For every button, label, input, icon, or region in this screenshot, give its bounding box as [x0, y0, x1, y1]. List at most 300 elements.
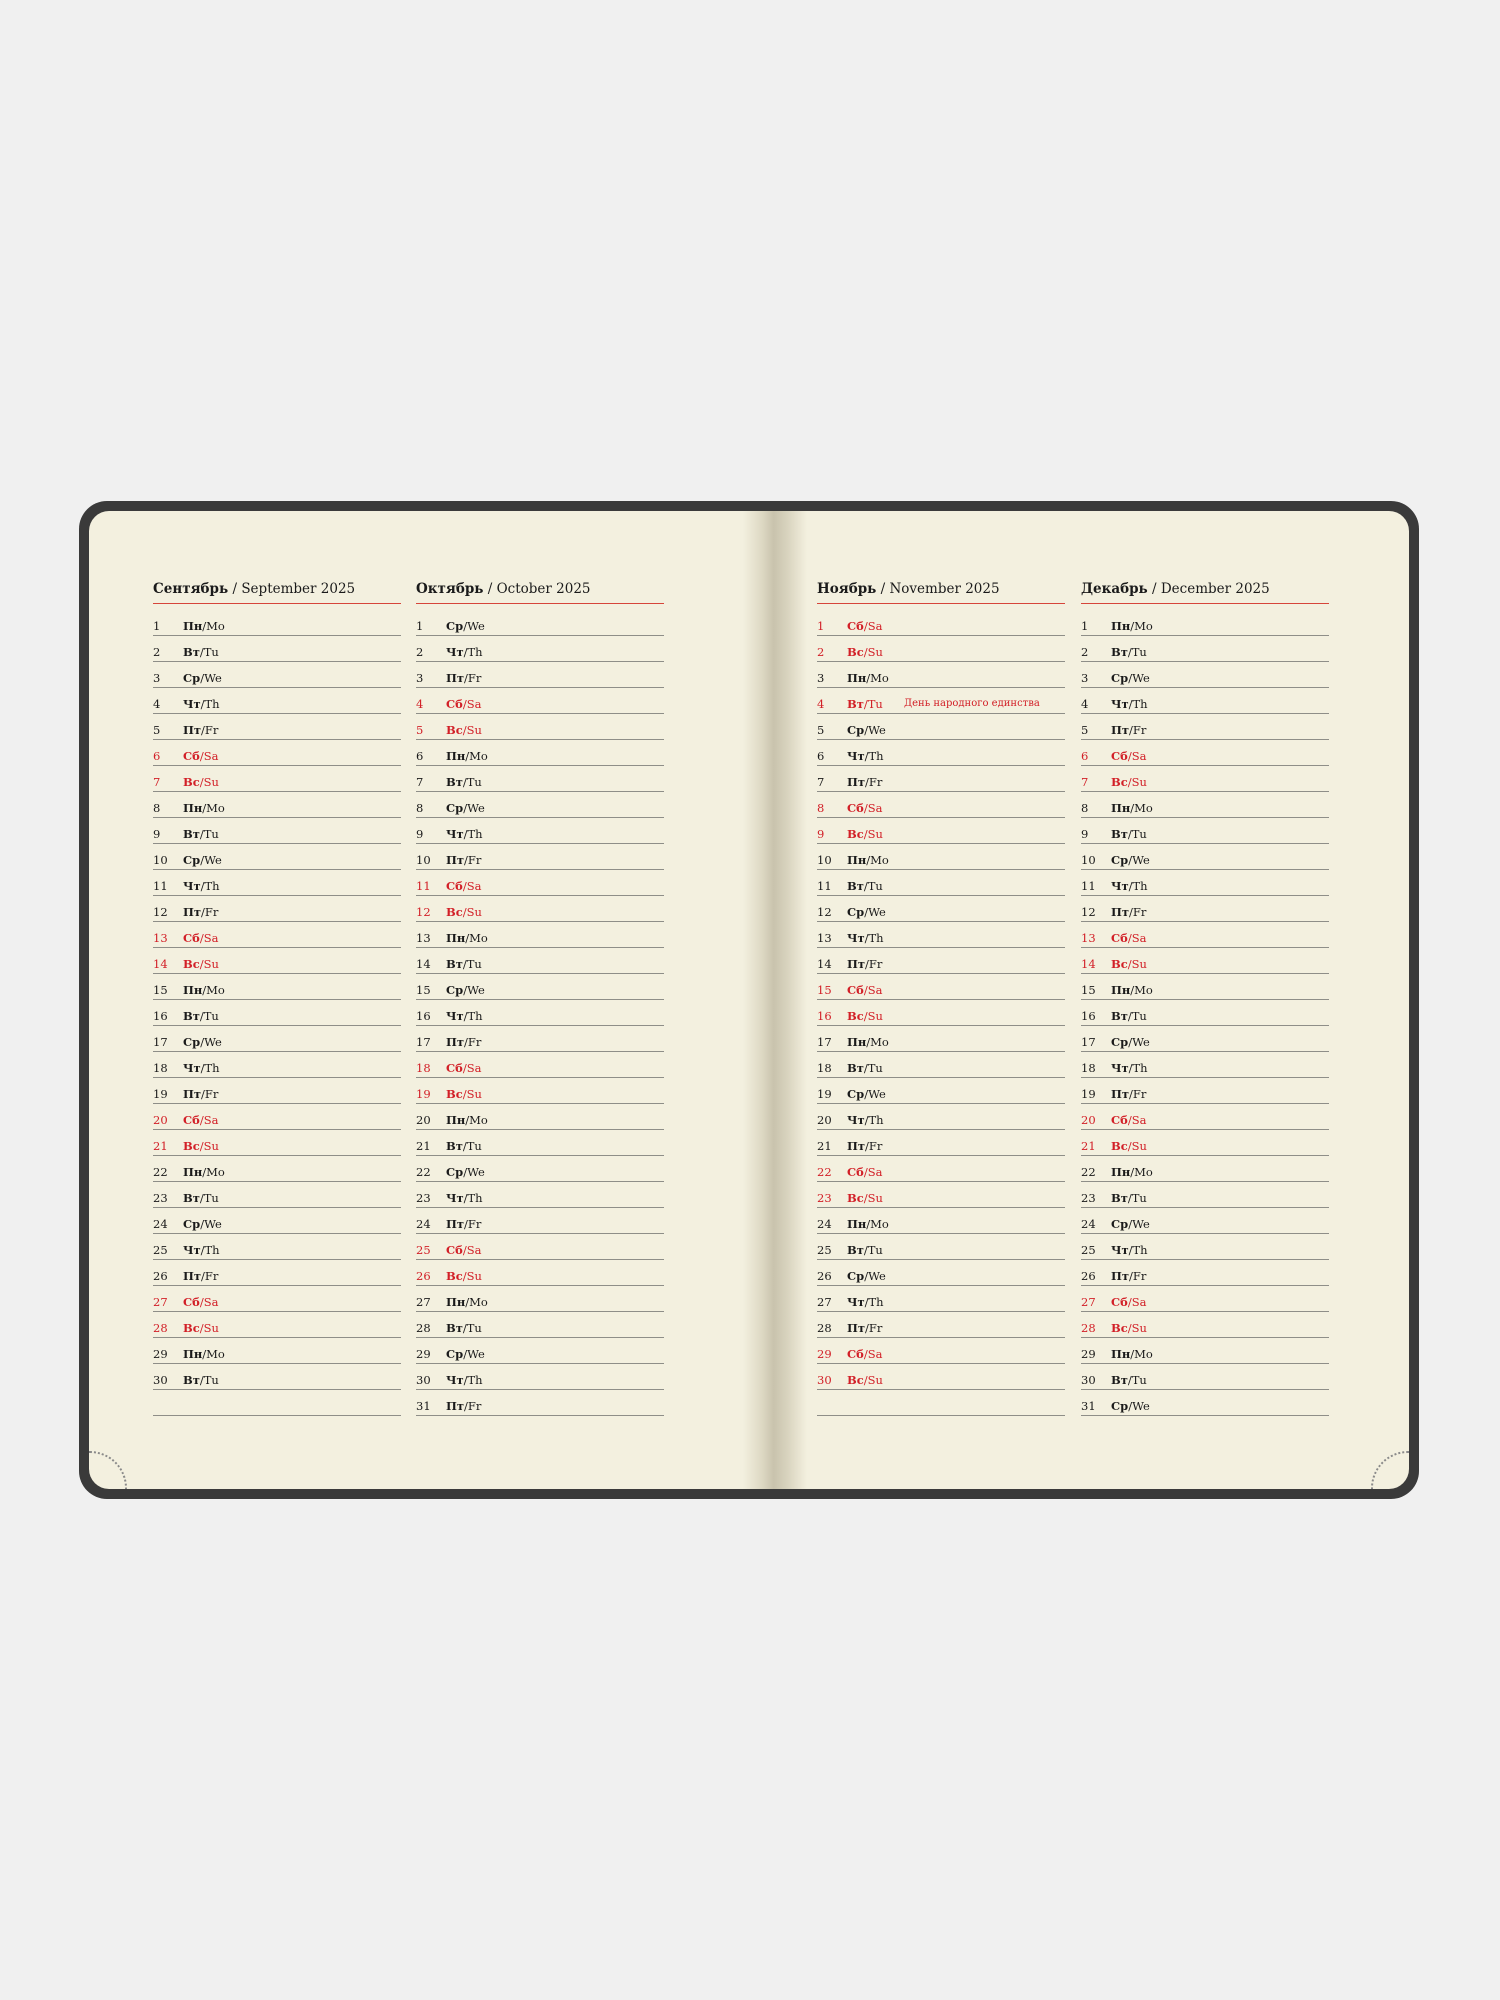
weekday-en: Mo	[870, 853, 889, 867]
weekday-en: Fr	[204, 723, 219, 737]
weekday-label: Вт/Tu	[847, 1243, 883, 1257]
weekday-ru: Пт	[847, 1321, 865, 1335]
weekday-ru: Вс	[446, 905, 463, 919]
weekday-en: Fr	[1132, 1269, 1147, 1283]
weekday-en: Fr	[1132, 723, 1147, 737]
weekday-en: Tu	[203, 827, 219, 841]
weekday-ru: Ср	[446, 801, 464, 815]
weekday-label: Вс/Su	[446, 1087, 482, 1101]
weekday-label: Ср/We	[446, 801, 485, 815]
day-number: 7	[817, 775, 825, 789]
weekday-en: Fr	[868, 775, 883, 789]
day-number: 25	[817, 1243, 832, 1257]
weekday-en: Sa	[867, 1347, 883, 1361]
day-row	[1081, 1000, 1329, 1026]
weekday-en: Su	[203, 1321, 219, 1335]
day-number: 15	[416, 983, 431, 997]
day-row	[153, 740, 401, 766]
day-number: 11	[416, 879, 431, 893]
weekday-en: We	[467, 1165, 485, 1179]
day-number: 1	[416, 619, 424, 633]
day-number: 6	[1081, 749, 1089, 763]
weekday-en: Th	[1132, 697, 1148, 711]
day-number: 15	[1081, 983, 1096, 997]
day-row	[153, 714, 401, 740]
weekday-label: Чт/Th	[183, 1243, 220, 1257]
day-row	[1081, 1078, 1329, 1104]
weekday-en: Tu	[466, 1321, 482, 1335]
month-october	[416, 581, 664, 1416]
day-row	[817, 792, 1065, 818]
weekday-en: We	[467, 619, 485, 633]
weekday-ru: Вс	[847, 827, 864, 841]
weekday-label: Сб/Sa	[446, 1061, 482, 1075]
weekday-label: Вт/Tu	[446, 957, 482, 971]
weekday-label: Пт/Fr	[847, 957, 883, 971]
weekday-en: Su	[203, 957, 219, 971]
day-row	[416, 948, 664, 974]
day-row	[1081, 1312, 1329, 1338]
month-header: Ноябрь / November 2025	[817, 581, 1065, 604]
day-number: 8	[817, 801, 825, 815]
weekday-label: Ср/We	[183, 1217, 222, 1231]
weekday-label: Вс/Su	[1111, 1139, 1147, 1153]
day-row	[817, 818, 1065, 844]
weekday-en: Su	[1131, 957, 1147, 971]
weekday-ru: Вс	[1111, 1321, 1128, 1335]
month-header: Октябрь / October 2025	[416, 581, 664, 604]
weekday-ru: Чт	[1111, 697, 1129, 711]
weekday-en: Th	[1132, 1243, 1148, 1257]
weekday-ru: Пт	[446, 1217, 464, 1231]
day-row	[416, 1286, 664, 1312]
weekday-ru: Сб	[1111, 1113, 1128, 1127]
weekday-ru: Ср	[446, 983, 464, 997]
weekday-ru: Пн	[847, 1217, 867, 1231]
day-row	[1081, 870, 1329, 896]
weekday-label: Вт/Tu	[183, 1191, 219, 1205]
weekday-ru: Вс	[847, 1009, 864, 1023]
month-header: Декабрь / December 2025	[1081, 581, 1329, 604]
weekday-en: Th	[467, 645, 483, 659]
weekday-label: Пн/Mo	[847, 1035, 889, 1049]
day-row	[416, 1000, 664, 1026]
day-number: 10	[153, 853, 168, 867]
day-number: 30	[153, 1373, 168, 1387]
day-row	[817, 1286, 1065, 1312]
weekday-ru: Ср	[446, 1165, 464, 1179]
day-number: 17	[416, 1035, 431, 1049]
weekday-en: Sa	[466, 697, 482, 711]
weekday-label: Вс/Su	[847, 1191, 883, 1205]
weekday-ru: Вт	[1111, 1191, 1128, 1205]
day-number: 28	[153, 1321, 168, 1335]
day-row	[153, 1260, 401, 1286]
weekday-en: Sa	[867, 983, 883, 997]
weekday-ru: Вс	[1111, 775, 1128, 789]
weekday-label: Ср/We	[183, 1035, 222, 1049]
weekday-label: Пт/Fr	[446, 1035, 482, 1049]
weekday-ru: Пт	[1111, 905, 1129, 919]
day-number: 22	[416, 1165, 431, 1179]
weekday-label: Чт/Th	[1111, 879, 1148, 893]
day-number: 13	[416, 931, 431, 945]
day-row	[416, 1338, 664, 1364]
day-row	[416, 636, 664, 662]
weekday-label: Ср/We	[183, 671, 222, 685]
weekday-ru: Пт	[446, 1035, 464, 1049]
weekday-en: Sa	[1131, 1113, 1147, 1127]
weekday-en: Su	[867, 1191, 883, 1205]
day-row	[416, 818, 664, 844]
day-row	[153, 1052, 401, 1078]
day-number: 5	[153, 723, 161, 737]
weekday-ru: Вт	[847, 1061, 864, 1075]
weekday-ru: Вт	[1111, 1009, 1128, 1023]
day-number: 30	[416, 1373, 431, 1387]
day-number: 2	[1081, 645, 1089, 659]
weekday-en: Mo	[469, 1113, 488, 1127]
day-number: 18	[1081, 1061, 1096, 1075]
day-row	[153, 1156, 401, 1182]
weekday-en: Su	[1131, 775, 1147, 789]
weekday-ru: Вс	[1111, 1139, 1128, 1153]
day-number: 19	[416, 1087, 431, 1101]
weekday-ru: Чт	[183, 1061, 201, 1075]
day-number: 10	[416, 853, 431, 867]
weekday-label: Вт/Tu	[1111, 827, 1147, 841]
day-row	[1081, 1338, 1329, 1364]
weekday-ru: Вс	[183, 775, 200, 789]
weekday-label: Пн/Mo	[1111, 983, 1153, 997]
weekday-ru: Чт	[847, 1113, 865, 1127]
day-number: 11	[153, 879, 168, 893]
day-number: 8	[1081, 801, 1089, 815]
day-number: 16	[153, 1009, 168, 1023]
month-header: Сентябрь / September 2025	[153, 581, 401, 604]
day-row	[817, 1052, 1065, 1078]
day-number: 19	[153, 1087, 168, 1101]
day-number: 10	[817, 853, 832, 867]
day-number: 21	[416, 1139, 431, 1153]
day-row	[817, 1026, 1065, 1052]
day-row	[1081, 1026, 1329, 1052]
weekday-en: Tu	[1131, 1191, 1147, 1205]
day-number: 18	[153, 1061, 168, 1075]
day-row	[1081, 740, 1329, 766]
day-number: 16	[1081, 1009, 1096, 1023]
weekday-en: Su	[867, 1009, 883, 1023]
weekday-en: Fr	[204, 1269, 219, 1283]
holiday-note: День народного единства	[904, 698, 1040, 709]
weekday-label: Сб/Sa	[1111, 749, 1147, 763]
weekday-ru: Пн	[183, 801, 203, 815]
weekday-label: Вт/Tu	[847, 1061, 883, 1075]
weekday-ru: Пт	[446, 671, 464, 685]
weekday-en: Su	[1131, 1321, 1147, 1335]
day-number: 31	[1081, 1399, 1096, 1413]
weekday-ru: Ср	[1111, 1399, 1129, 1413]
weekday-label: Вт/Tu	[183, 1373, 219, 1387]
weekday-en: Sa	[466, 879, 482, 893]
day-row	[817, 1338, 1065, 1364]
day-number: 6	[416, 749, 424, 763]
weekday-en: Fr	[868, 1321, 883, 1335]
weekday-label: Пн/Mo	[183, 1347, 225, 1361]
weekday-en: We	[467, 801, 485, 815]
day-row	[817, 1078, 1065, 1104]
weekday-ru: Пт	[1111, 723, 1129, 737]
weekday-en: Th	[868, 749, 884, 763]
weekday-ru: Ср	[1111, 853, 1129, 867]
day-number: 3	[153, 671, 161, 685]
day-number: 22	[153, 1165, 168, 1179]
day-number: 26	[1081, 1269, 1096, 1283]
weekday-ru: Вс	[446, 1269, 463, 1283]
weekday-label: Сб/Sa	[847, 983, 883, 997]
weekday-en: Sa	[466, 1243, 482, 1257]
day-row	[1081, 1104, 1329, 1130]
day-row	[416, 1364, 664, 1390]
weekday-label: Пн/Mo	[183, 619, 225, 633]
weekday-label: Ср/We	[847, 1087, 886, 1101]
day-number: 31	[416, 1399, 431, 1413]
day-number: 7	[1081, 775, 1089, 789]
day-row	[1081, 688, 1329, 714]
weekday-label: Вт/Tu	[1111, 645, 1147, 659]
day-number: 3	[817, 671, 825, 685]
weekday-ru: Сб	[847, 983, 864, 997]
weekday-en: Su	[1131, 1139, 1147, 1153]
weekday-ru: Сб	[446, 879, 463, 893]
weekday-en: Su	[466, 1087, 482, 1101]
day-number: 5	[1081, 723, 1089, 737]
weekday-ru: Пт	[847, 1139, 865, 1153]
weekday-label: Сб/Sa	[1111, 1295, 1147, 1309]
day-number: 27	[416, 1295, 431, 1309]
weekday-en: Tu	[466, 775, 482, 789]
weekday-label: Чт/Th	[183, 879, 220, 893]
weekday-en: Fr	[1132, 905, 1147, 919]
day-row	[1081, 1390, 1329, 1416]
weekday-ru: Сб	[446, 697, 463, 711]
weekday-en: Sa	[203, 1295, 219, 1309]
weekday-label: Вт/Tu	[1111, 1373, 1147, 1387]
weekday-label: Вт/Tu	[1111, 1191, 1147, 1205]
day-number: 22	[1081, 1165, 1096, 1179]
weekday-en: Mo	[469, 749, 488, 763]
weekday-label: Вт/Tu	[446, 775, 482, 789]
weekday-en: Mo	[1134, 983, 1153, 997]
weekday-label: Ср/We	[1111, 853, 1150, 867]
day-row	[153, 1338, 401, 1364]
weekday-ru: Ср	[847, 905, 865, 919]
day-number: 24	[153, 1217, 168, 1231]
day-row	[817, 1182, 1065, 1208]
weekday-ru: Ср	[446, 619, 464, 633]
weekday-ru: Вт	[1111, 1373, 1128, 1387]
day-number: 12	[817, 905, 832, 919]
day-number: 2	[153, 645, 161, 659]
weekday-en: Tu	[1131, 1373, 1147, 1387]
month-title-en: November 2025	[889, 581, 1000, 597]
day-number: 11	[1081, 879, 1096, 893]
day-number: 27	[153, 1295, 168, 1309]
day-row	[416, 1260, 664, 1286]
weekday-label: Сб/Sa	[183, 749, 219, 763]
weekday-en: Mo	[469, 1295, 488, 1309]
weekday-en: We	[868, 723, 886, 737]
weekday-label: Чт/Th	[446, 1191, 483, 1205]
weekday-en: Tu	[867, 1243, 883, 1257]
day-row	[817, 922, 1065, 948]
day-row	[1081, 922, 1329, 948]
day-number: 15	[153, 983, 168, 997]
weekday-ru: Сб	[446, 1243, 463, 1257]
day-row	[1081, 896, 1329, 922]
weekday-ru: Вс	[183, 957, 200, 971]
weekday-en: We	[1132, 1399, 1150, 1413]
weekday-label: Ср/We	[847, 1269, 886, 1283]
weekday-en: We	[868, 1087, 886, 1101]
day-number: 23	[153, 1191, 168, 1205]
day-row	[153, 1208, 401, 1234]
weekday-label: Чт/Th	[1111, 1061, 1148, 1075]
weekday-ru: Вт	[1111, 827, 1128, 841]
weekday-ru: Ср	[183, 853, 201, 867]
weekday-label: Сб/Sa	[446, 697, 482, 711]
weekday-en: Su	[867, 1373, 883, 1387]
weekday-en: Sa	[867, 619, 883, 633]
weekday-label: Пт/Fr	[183, 723, 219, 737]
weekday-en: Th	[467, 1009, 483, 1023]
day-row	[153, 1234, 401, 1260]
weekday-label: Вс/Su	[183, 957, 219, 971]
weekday-ru: Пн	[446, 1295, 466, 1309]
day-number: 20	[1081, 1113, 1096, 1127]
weekday-label: Пт/Fr	[183, 1087, 219, 1101]
weekday-ru: Вт	[183, 827, 200, 841]
day-row	[817, 1208, 1065, 1234]
weekday-label: Сб/Sa	[183, 1113, 219, 1127]
day-row	[416, 870, 664, 896]
weekday-label: Ср/We	[1111, 1035, 1150, 1049]
weekday-ru: Пт	[446, 853, 464, 867]
day-row	[153, 844, 401, 870]
day-number: 24	[1081, 1217, 1096, 1231]
weekday-ru: Пт	[446, 1399, 464, 1413]
weekday-label: Вс/Su	[847, 827, 883, 841]
weekday-en: Tu	[867, 1061, 883, 1075]
weekday-ru: Вт	[446, 775, 463, 789]
day-number: 20	[817, 1113, 832, 1127]
weekday-label: Чт/Th	[847, 931, 884, 945]
weekday-ru: Вс	[847, 1191, 864, 1205]
day-row	[817, 1312, 1065, 1338]
weekday-label: Вт/Tu	[847, 879, 883, 893]
day-number: 7	[416, 775, 424, 789]
weekday-en: Th	[1132, 879, 1148, 893]
weekday-ru: Пн	[183, 1347, 203, 1361]
weekday-label: Вт/Tu	[183, 827, 219, 841]
day-row	[153, 1312, 401, 1338]
weekday-label: Пн/Mo	[446, 931, 488, 945]
day-number: 17	[153, 1035, 168, 1049]
day-row	[153, 948, 401, 974]
weekday-en: Fr	[1132, 1087, 1147, 1101]
weekday-ru: Пн	[1111, 801, 1131, 815]
day-row	[1081, 636, 1329, 662]
weekday-ru: Ср	[183, 1035, 201, 1049]
corner-pocket-left	[89, 1451, 127, 1489]
weekday-en: We	[204, 671, 222, 685]
day-row	[1081, 1260, 1329, 1286]
day-number: 28	[416, 1321, 431, 1335]
day-number: 8	[416, 801, 424, 815]
weekday-en: Sa	[466, 1061, 482, 1075]
day-number: 18	[416, 1061, 431, 1075]
day-number: 1	[817, 619, 825, 633]
weekday-en: We	[1132, 671, 1150, 685]
weekday-en: Fr	[467, 1035, 482, 1049]
day-row	[817, 974, 1065, 1000]
day-number: 12	[1081, 905, 1096, 919]
weekday-label: Вс/Su	[847, 645, 883, 659]
day-number: 3	[416, 671, 424, 685]
weekday-ru: Сб	[446, 1061, 463, 1075]
day-number: 29	[153, 1347, 168, 1361]
day-row	[817, 766, 1065, 792]
day-number: 14	[817, 957, 832, 971]
day-number: 14	[416, 957, 431, 971]
day-number: 2	[817, 645, 825, 659]
day-row	[416, 1208, 664, 1234]
day-number: 24	[416, 1217, 431, 1231]
weekday-label: Чт/Th	[446, 827, 483, 841]
month-december	[1081, 581, 1329, 1416]
weekday-label: Пн/Mo	[1111, 1165, 1153, 1179]
weekday-en: Sa	[203, 1113, 219, 1127]
day-row	[817, 1390, 1065, 1416]
weekday-ru: Пт	[183, 905, 201, 919]
day-number: 3	[1081, 671, 1089, 685]
weekday-en: Su	[203, 775, 219, 789]
day-row	[153, 1130, 401, 1156]
weekday-ru: Вт	[183, 645, 200, 659]
weekday-ru: Ср	[183, 671, 201, 685]
day-row	[1081, 610, 1329, 636]
weekday-ru: Пн	[847, 671, 867, 685]
day-number: 4	[817, 697, 825, 711]
weekday-en: Th	[467, 1373, 483, 1387]
month-title-en: October 2025	[496, 581, 591, 597]
weekday-ru: Чт	[446, 1191, 464, 1205]
day-number: 12	[153, 905, 168, 919]
weekday-ru: Сб	[1111, 931, 1128, 945]
day-number: 21	[1081, 1139, 1096, 1153]
weekday-en: Sa	[1131, 1295, 1147, 1309]
day-row	[153, 1364, 401, 1390]
weekday-label: Пт/Fr	[183, 905, 219, 919]
weekday-ru: Вс	[847, 1373, 864, 1387]
weekday-label: Ср/We	[446, 1347, 485, 1361]
weekday-ru: Ср	[847, 723, 865, 737]
weekday-label: Ср/We	[1111, 1217, 1150, 1231]
day-row	[416, 662, 664, 688]
day-number: 20	[416, 1113, 431, 1127]
weekday-ru: Вт	[446, 1321, 463, 1335]
weekday-en: Mo	[469, 931, 488, 945]
